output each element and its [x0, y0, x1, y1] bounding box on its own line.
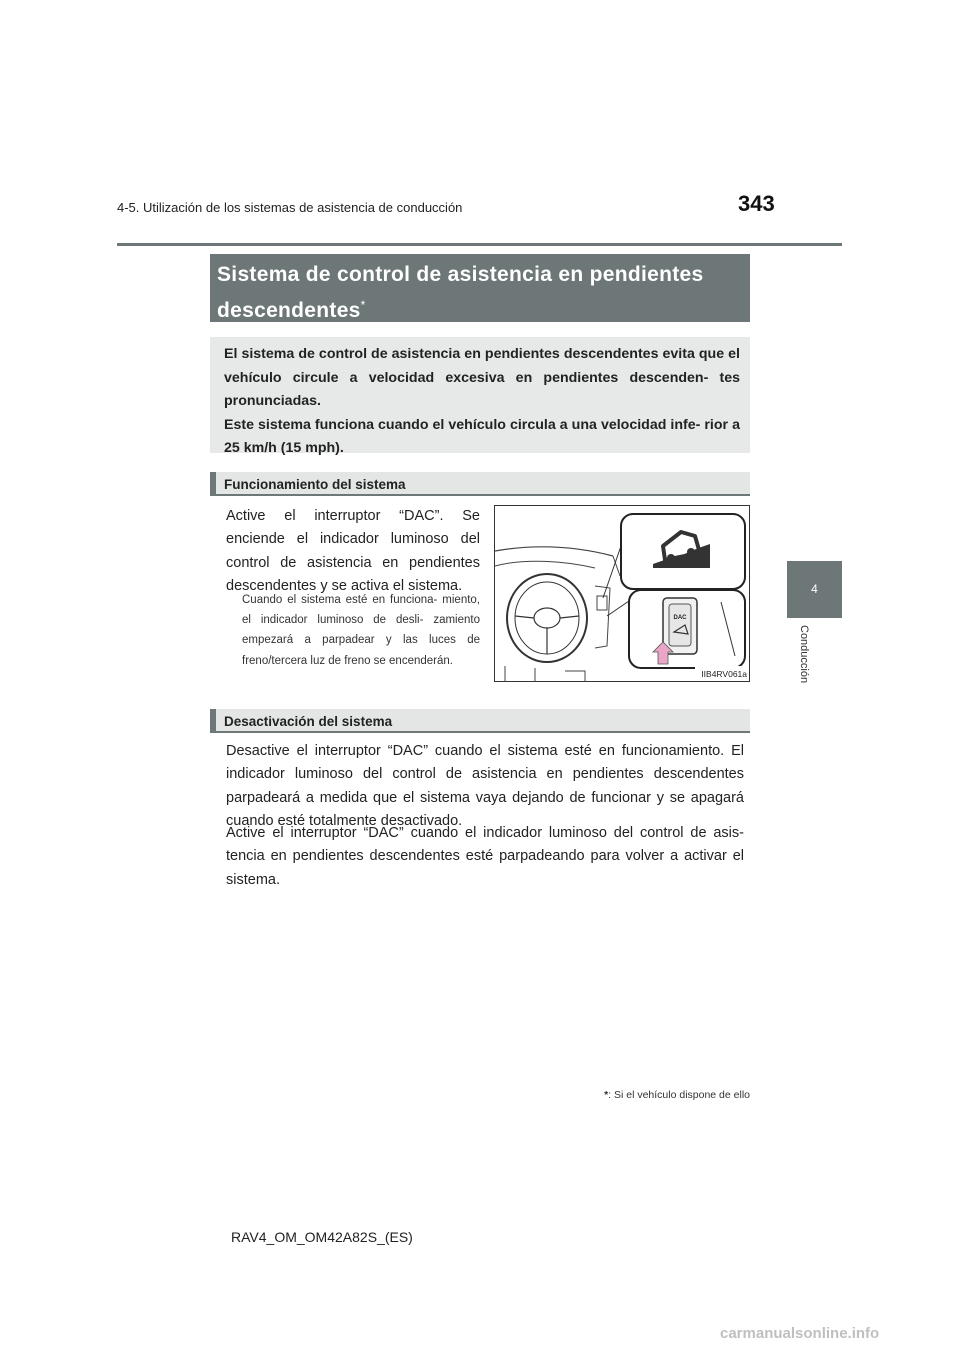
page-number: 343: [738, 191, 775, 216]
footnote: [580, 1089, 750, 1101]
deactivation-paragraph-2: Active el interruptor “DAC” cuando el indicador luminoso del control de asis- tencia en pendientes descendentes esté parpadeando para volver a activar el sistema.: [226, 825, 744, 888]
section-heading-deactivation: Desactivación del sistema: [210, 709, 750, 733]
intro-paragraph-1: El sistema de control de asistencia en pendientes descendentes evita que el vehículo circule a velocidad excesiva en pendientes descenden- tes pronunciadas.: [224, 346, 740, 409]
deactivation-paragraph-1: Desactive el interruptor “DAC” cuando el sistema esté en funcionamiento. El indicador luminoso del control de asistencia en pendientes descendentes parpadeará a medida que el sistema vaya dejando de funcionar y se apagará cuando esté totalmente desactivado.: [226, 743, 744, 829]
document-code: RAV4_OM_OM42A82S_(ES): [231, 1229, 413, 1245]
dashboard-drawing: [495, 506, 750, 682]
header-divider: [117, 243, 842, 246]
intro-paragraph-2: Este sistema funciona cuando el vehículo circula a una velocidad infe- rior a 25 km/h (15 mph).: [224, 416, 740, 456]
section-header: 4-5. Utilización de los sistemas de asistencia de conducción: [117, 200, 463, 215]
operation-note-text: Cuando el sistema esté en funciona- miento, el indicador luminoso de desli- zamiento empezará a parpadear y las luces de freno/tercera luz de freno se encenderán.: [242, 594, 480, 667]
operation-body-text: Active el interruptor “DAC”. Se enciende el indicador luminoso del control de asistencia en pendientes descendentes y se activa el sistema.: [226, 508, 480, 594]
page-title: [210, 254, 750, 322]
dac-button-label: DAC: [673, 615, 687, 621]
figure-code: IIB4RV061a: [701, 669, 747, 679]
chapter-tab-label: Conducción: [798, 625, 810, 684]
dashboard-illustration: [494, 505, 750, 682]
chapter-tab-number[interactable]: 4: [787, 561, 842, 618]
title-asterisk: *: [360, 298, 366, 312]
section-heading-operation: Funcionamiento del sistema: [210, 472, 750, 496]
watermark: carmanualsonline.info: [720, 1325, 880, 1342]
footnote-asterisk: *: [604, 1089, 609, 1101]
footnote-text: : Si el vehículo dispone de ello: [608, 1089, 750, 1101]
page-title-text: Sistema de control de asistencia en pendientes descendentes: [217, 263, 704, 322]
intro-box: [210, 337, 750, 456]
